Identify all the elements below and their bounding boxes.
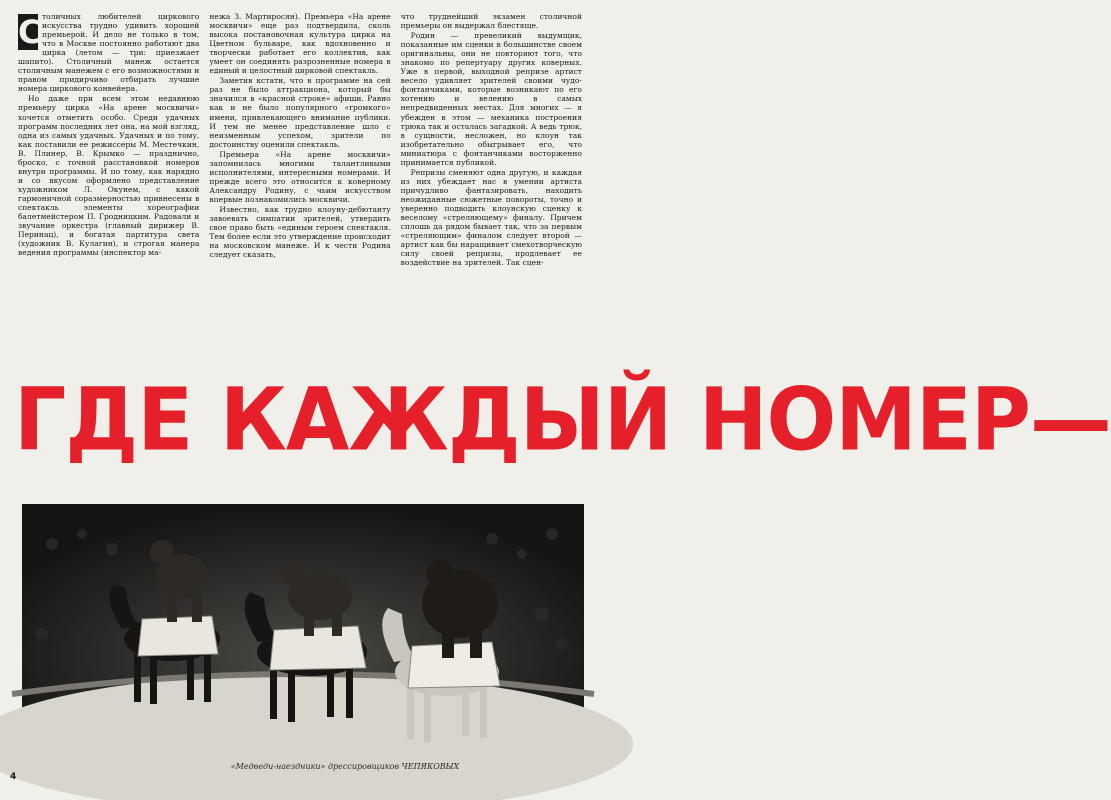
headline: ГДЕ КАЖДЫЙ НОМЕР— xyxy=(14,370,1111,471)
page-number: 4 xyxy=(10,772,17,782)
paragraph: Премьера «На арене москвичи» запомнилась многими талантливыми исполнителями, интересными номерами. И прежде всего это относится к коверному Александру Родину, с чьим искусством впервые познакомились москвичи. xyxy=(209,149,391,204)
circus-photo xyxy=(22,504,584,758)
photo-caption: «Медведи-наездники» дрессировщиков ЧЕПЯКОВЫХ xyxy=(230,762,460,771)
drop-cap: С xyxy=(18,13,42,51)
paragraph: нежа З. Мартиросян). Премьера «На арене москвичи» еще раз подтвердила, сколь высока постановочная культура цирка на Цветном бульваре, как вдохновенно и творчески работает его коллектив, как умеет он соединять разрозненные номера в единый и целостный цирковой спектакль. xyxy=(209,12,391,76)
paragraph: Родин — превеликий выдумщик, показанные им сценки в большинстве своем оригинальны, они не повторяют того, что знакомо по репертуару других коверных. Уже в первой, выходной репризе артист весело удивляет зрителей своими чудо-фонтанчиками, которые возникают по его хотению и велению в самых непредвиденных местах. Для многих — я убежден в этом — механика построения трюка так и осталась загадкой. А ведь трюк, в сущности, несложен, но клоун так изобретательно обыгрывает его, что миниатюра с фонтанчиками восторженно принимается публикой. xyxy=(400,31,582,167)
article-column-2 xyxy=(209,12,390,362)
paragraph: Заметив кстати, что в программе на сей раз не было аттракциона, который бы значился в «красной строке» афиши. Равно как и не было популярного «громкого» имени, привлекающего внимание публики. И тем не менее представление шло с неизменным успехом, зрители по достоинству оценили спектакль. xyxy=(209,76,391,149)
paragraph: Известно, как трудно клоуну-дебютанту завоевать симпатии зрителей, утвердить свое право быть «единым героем спектакля. Тем более если это утверждение происходит на московском манеже. И к чести Родина следует сказать, xyxy=(209,204,391,260)
paragraph: толичных любителей циркового искусства трудно удивить хорошей премьерой. И дело не только в том, что в Москве постоянно работают два цирка (летом — три: приезжает шапито). Столичный манеж остается столичным манежем с его возможностями и правом придирчиво отбирать лучшие номера циркового конвейера. xyxy=(18,12,200,94)
paragraph: Репризы сменяют одна другую, и каждая из них убеждает нас в умении артиста причудливо фантазировать, находить неожиданные сюжетные повороты, точно и уверенно подводить клоунскую сценку к веселому «стреляющему» финалу. Причем сплошь да рядом бывает так, что за первым «стреляющим» финалом следует второй — артист как бы наращивает смехотворческую силу своей репризы, продлевает ее воздействие на зрителей. Так сцен- xyxy=(400,167,582,268)
paragraph: что труднейший экзамен столичной премьеры он выдержал блестяще. xyxy=(400,12,582,31)
paragraph: Но даже при всем этом недавнюю премьеру цирка «На арене москвичи» хочется отметить особо. Среди удачных программ последних лет она, на мой взгляд, одна из самых удачных. Удачных и по тому, как поставили ее режиссеры М. Местечкин, В. Плинер, В. Крымко — празднично, броско, с точной расстановкой номеров внутри программы. И по тому, как нарядно и со вкусом оформлено представление художником Л. Окунем, с какой гармоничной соразмерностью привнесены в спектакль элементы хореографии балетмейстером П. Гродницким. Радовали и звучание оркестра (главный дирижер В. Перинац), и богатая партитура света (художник В. Кулагин), и строгая манера ведения программы (инспектор ма- xyxy=(18,94,200,258)
article-column-1 xyxy=(18,12,199,362)
article-columns xyxy=(18,12,582,362)
article-column-3 xyxy=(401,12,582,362)
